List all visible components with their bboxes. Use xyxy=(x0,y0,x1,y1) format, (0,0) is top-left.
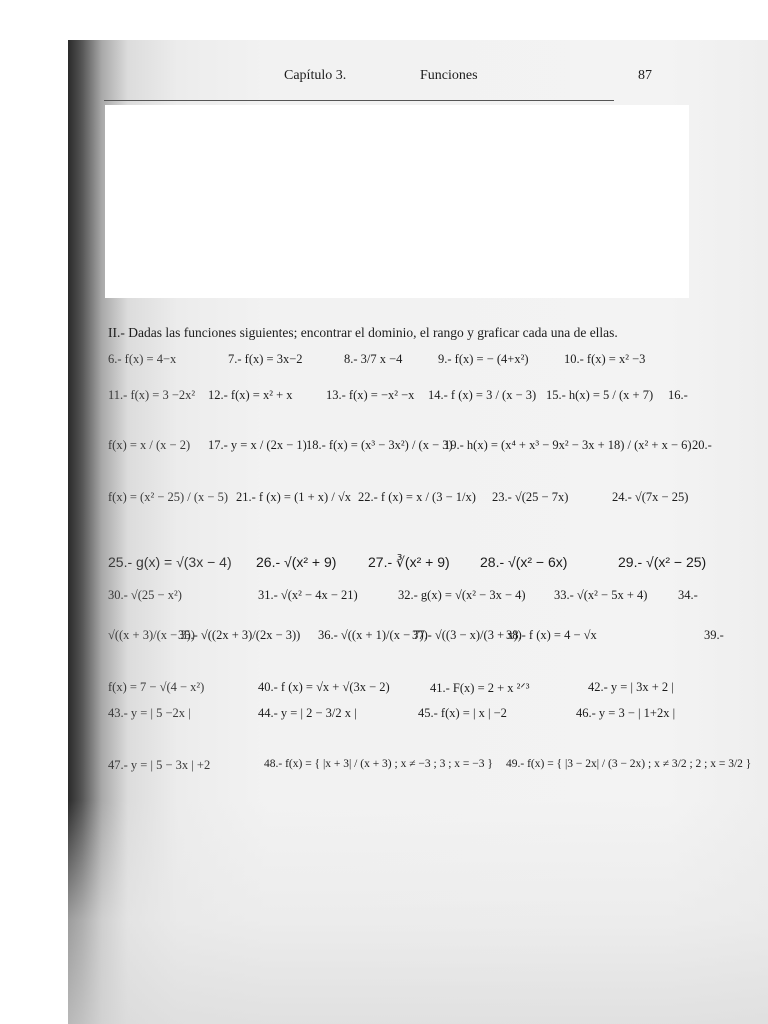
header-rule xyxy=(104,100,614,101)
exercise-item: 40.- f (x) = √x + √(3x − 2) xyxy=(258,680,390,694)
exercise-item: 31.- √(x² − 4x − 21) xyxy=(258,588,358,602)
exercise-item: 9.- f(x) = − (4+x²) xyxy=(438,352,529,366)
exercise-item: 32.- g(x) = √(x² − 3x − 4) xyxy=(398,588,526,602)
exercise-item: 27.- ∛(x² + 9) xyxy=(368,554,450,570)
exercise-item: 22.- f (x) = x / (3 − 1/x) xyxy=(358,490,476,504)
exercise-item: f(x) = x / (x − 2) xyxy=(108,438,191,452)
exercise-item: 49.- f(x) = { |3 − 2x| / (3 − 2x) ; x ≠ 3/2 ; 2 ; x = 3/2 } xyxy=(506,758,752,770)
page-shadow xyxy=(68,800,768,1024)
exercise-item: 43.- y = | 5 −2x | xyxy=(108,706,191,720)
exercise-item: √((x + 3)/(x − 3)) xyxy=(108,628,195,642)
exercise-item: 15.- h(x) = 5 / (x + 7) xyxy=(546,388,654,402)
exercise-instruction: II.- Dadas las funciones siguientes; encontrar el dominio, el rango y graficar cada una de ellas. xyxy=(108,325,618,340)
exercise-item: 45.- f(x) = | x | −2 xyxy=(418,706,507,720)
exercise-item: 37.- √((3 − x)/(3 + x)) xyxy=(412,628,522,642)
exercise-item: 16.- xyxy=(668,388,688,402)
page-number: 87 xyxy=(638,68,652,83)
top-background xyxy=(0,0,768,40)
exercise-item: 8.- 3/7 x −4 xyxy=(344,352,403,366)
exercise-item: 13.- f(x) = −x² −x xyxy=(326,388,415,402)
exercise-item: 35.- √((2x + 3)/(2x − 3)) xyxy=(178,628,301,642)
exercise-item: 33.- √(x² − 5x + 4) xyxy=(554,588,648,602)
exercise-item: 29.- √(x² − 25) xyxy=(618,554,707,570)
exercise-item: 26.- √(x² + 9) xyxy=(256,554,337,570)
exercise-item: 14.- f (x) = 3 / (x − 3) xyxy=(428,388,537,402)
exercise-item: 24.- √(7x − 25) xyxy=(612,490,689,504)
exercise-item: 48.- f(x) = { |x + 3| / (x + 3) ; x ≠ −3 ; 3 ; x = −3 } xyxy=(264,758,493,770)
exercise-item: 21.- f (x) = (1 + x) / √x xyxy=(236,490,352,504)
exercise-item: 7.- f(x) = 3x−2 xyxy=(228,352,303,366)
exercise-item: 46.- y = 3 − | 1+2x | xyxy=(576,706,676,720)
exercise-item: 19.- h(x) = (x⁴ + x³ − 9x² − 3x + 18) / (x² + x − 6) xyxy=(444,438,692,452)
book-page xyxy=(68,40,768,1024)
redacted-block xyxy=(105,105,689,298)
page-header xyxy=(68,68,768,90)
exercise-item: 36.- √((x + 1)/(x − 7)) xyxy=(318,628,428,642)
exercise-item: f(x) = (x² − 25) / (x − 5) xyxy=(108,490,229,504)
exercise-item: 11.- f(x) = 3 −2x² xyxy=(108,388,196,402)
exercise-item: f(x) = 7 − √(4 − x²) xyxy=(108,680,205,694)
exercise-item: 23.- √(25 − 7x) xyxy=(492,490,569,504)
exercise-item: 20.- xyxy=(692,438,712,452)
exercise-item: 42.- y = | 3x + 2 | xyxy=(588,680,674,694)
exercise-item: 25.- g(x) = √(3x − 4) xyxy=(108,554,232,570)
left-background xyxy=(0,40,68,1024)
exercise-item: 34.- xyxy=(678,588,698,602)
chapter-title: Funciones xyxy=(420,68,478,83)
chapter-label: Capítulo 3. xyxy=(284,68,347,83)
exercise-item: 12.- f(x) = x² + x xyxy=(208,388,293,402)
exercise-item: 41.- F(x) = 2 + x ²ᐟ³ xyxy=(430,681,530,695)
exercise-item: 38.- f (x) = 4 − √x xyxy=(506,628,597,642)
exercise-item: 18.- f(x) = (x³ − 3x²) / (x − 3) xyxy=(306,438,453,452)
exercise-item: 17.- y = x / (2x − 1) xyxy=(208,438,307,452)
exercise-item: 6.- f(x) = 4−x xyxy=(108,352,177,366)
exercise-item: 39.- xyxy=(704,628,724,642)
exercise-item: 28.- √(x² − 6x) xyxy=(480,554,568,570)
exercise-item: 30.- √(25 − x²) xyxy=(108,588,182,602)
exercise-item: 44.- y = | 2 − 3/2 x | xyxy=(258,706,357,720)
exercise-item: 47.- y = | 5 − 3x | +2 xyxy=(108,758,211,772)
exercise-item: 10.- f(x) = x² −3 xyxy=(564,352,646,366)
